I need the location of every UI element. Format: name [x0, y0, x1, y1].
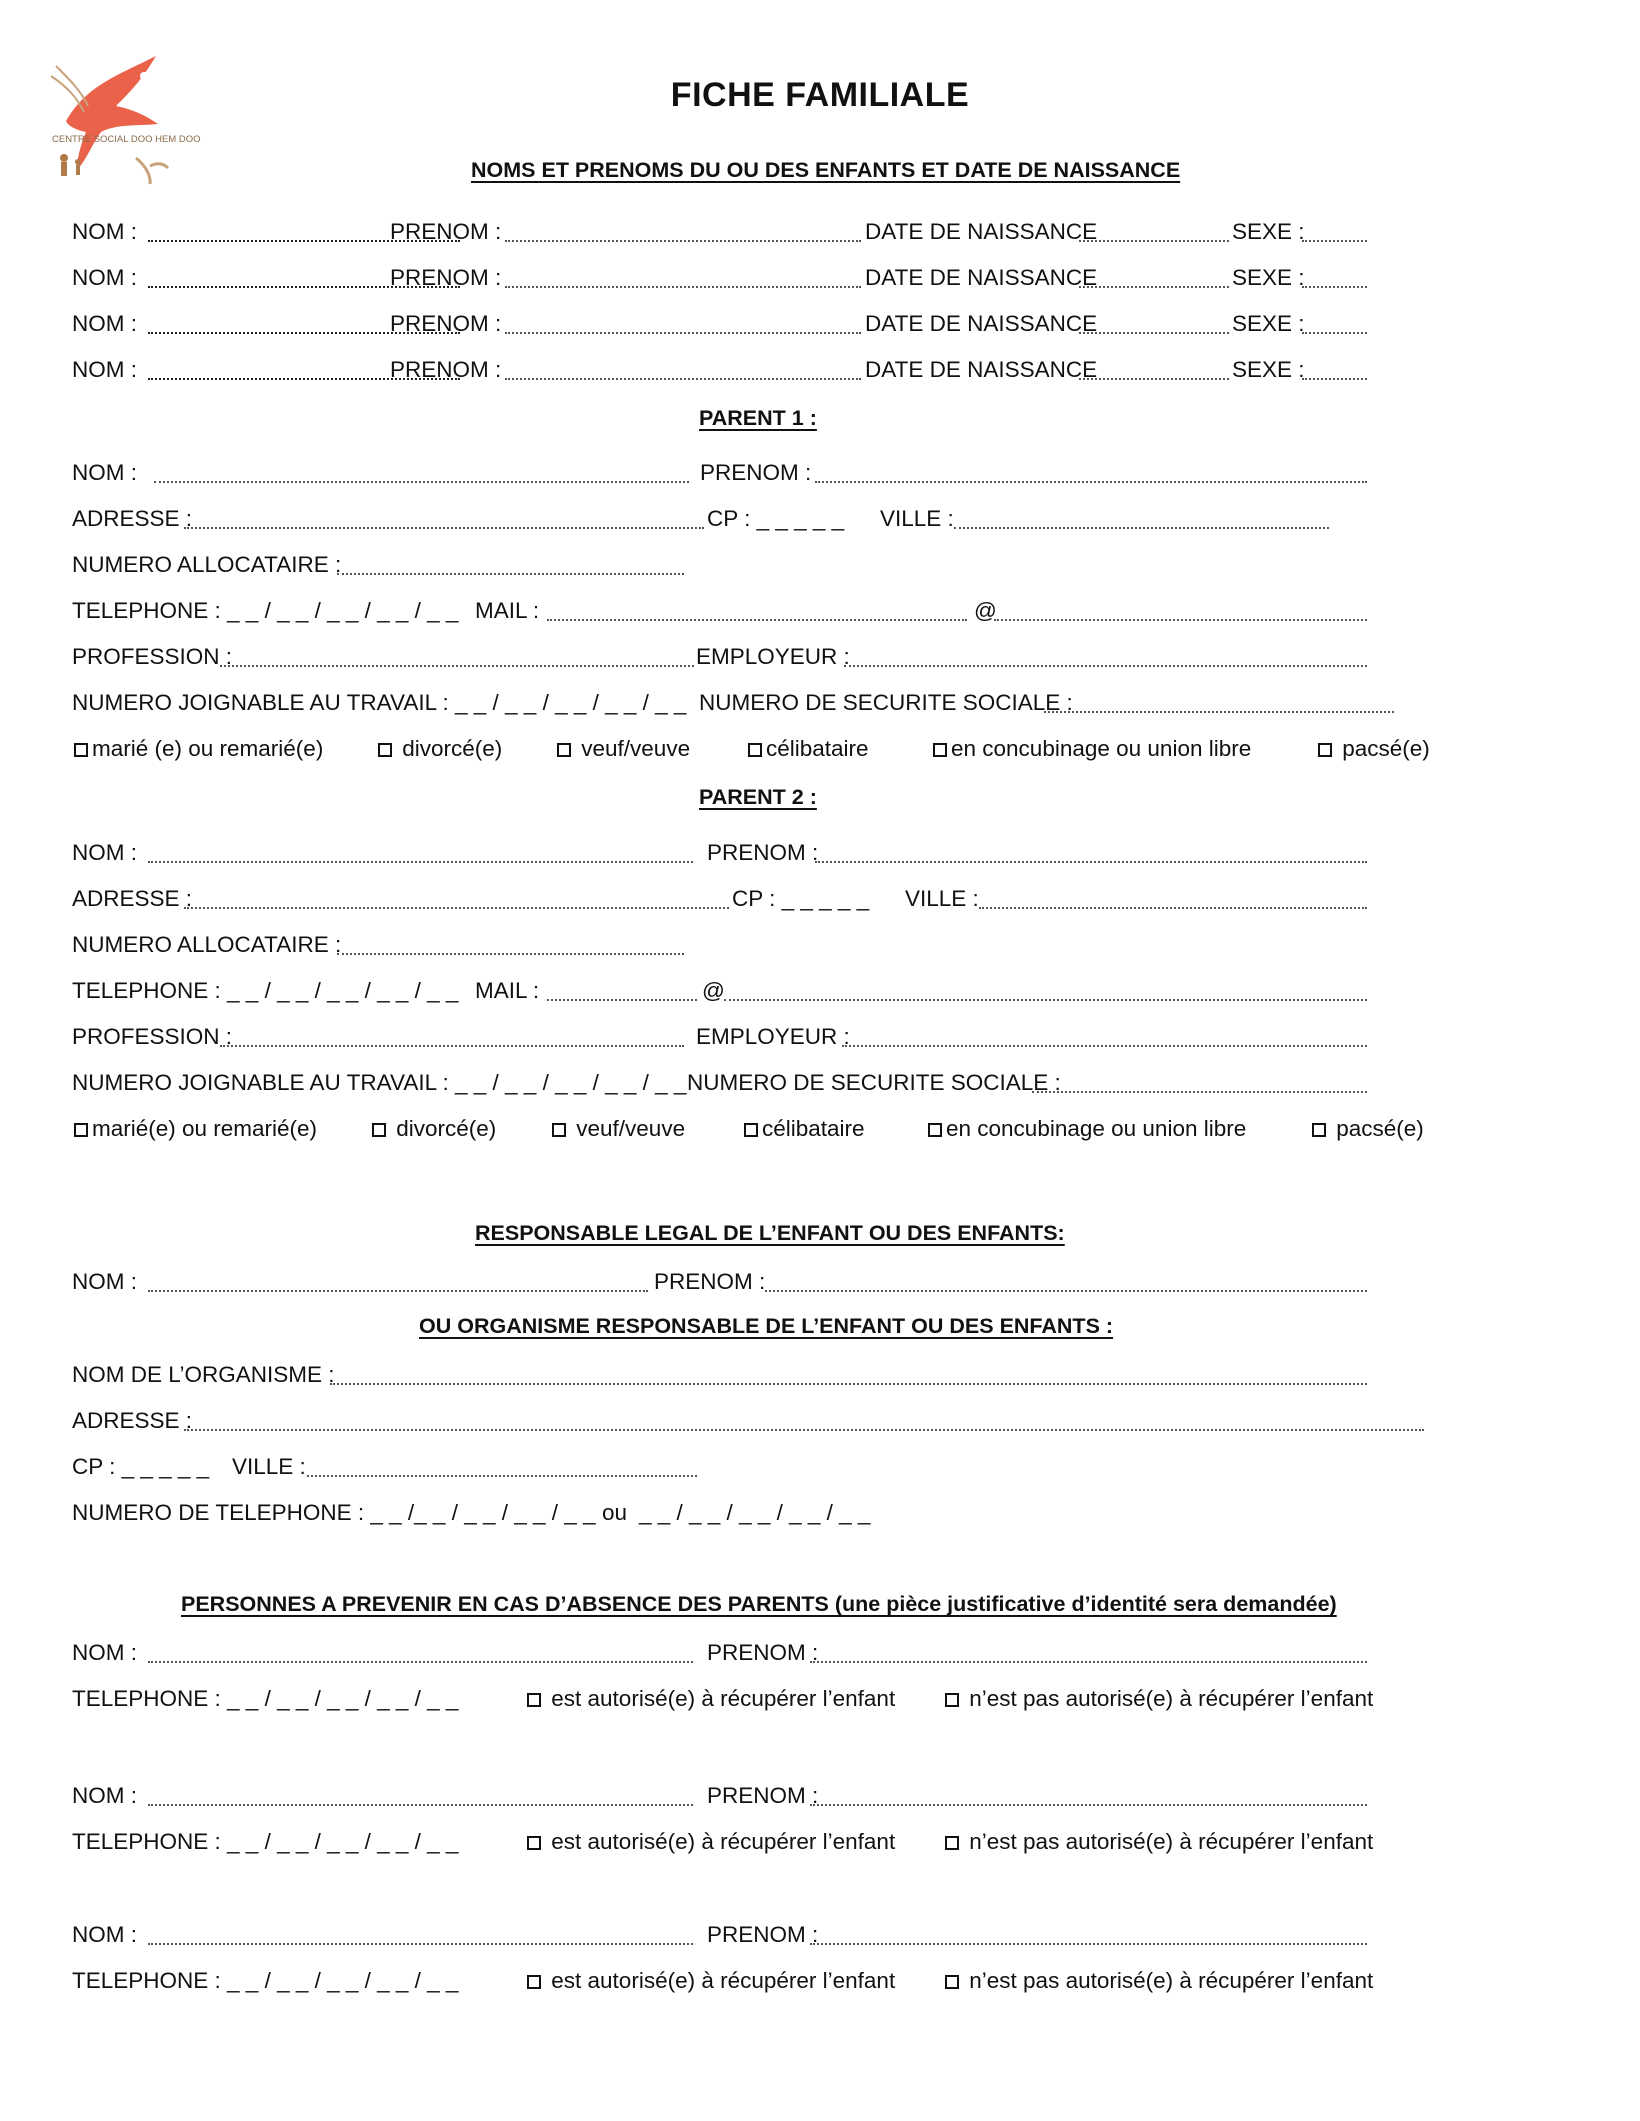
parent2-heading: PARENT 2 :: [699, 785, 817, 809]
child-prenom-field[interactable]: [505, 332, 861, 334]
parent2-ville-field[interactable]: [979, 907, 1367, 909]
checkbox-icon[interactable]: [527, 1693, 541, 1707]
not-authorized-checkbox[interactable]: [945, 1827, 1373, 1857]
parent1-prenom-field[interactable]: [815, 481, 1367, 483]
child-prenom-label: PRENOM :: [390, 357, 502, 382]
organism-cp-field[interactable]: CP : _ _ _ _ _: [72, 1454, 210, 1479]
checkbox-icon[interactable]: [74, 743, 88, 757]
status-label: célibataire: [766, 736, 869, 761]
parent2-secu-label: NUMERO DE SECURITE SOCIALE :: [687, 1070, 1061, 1095]
checkbox-icon[interactable]: [1312, 1123, 1326, 1137]
child-dob-label: DATE DE NAISSANCE: [865, 265, 1098, 290]
child-sexe-field[interactable]: [1302, 286, 1367, 288]
checkbox-icon[interactable]: [1318, 743, 1332, 757]
authorized-checkbox[interactable]: [527, 1684, 895, 1714]
parent1-telephone-field[interactable]: TELEPHONE : _ _ / _ _ / _ _ / _ _ / _ _: [72, 598, 459, 623]
contact-prenom-field[interactable]: [810, 1661, 1367, 1663]
parent2-adresse-field[interactable]: [184, 907, 729, 909]
legal-nom-field[interactable]: [148, 1290, 648, 1292]
parent2-allocataire-label: NUMERO ALLOCATAIRE :: [72, 932, 342, 957]
status-checkbox-marie[interactable]: [74, 734, 323, 764]
parent1-prenom-label: PRENOM :: [700, 460, 812, 485]
checkbox-icon[interactable]: [552, 1123, 566, 1137]
parent1-heading: PARENT 1 :: [699, 406, 817, 430]
parent1-secu-label: NUMERO DE SECURITE SOCIALE :: [699, 690, 1073, 715]
organism-telephone2-field[interactable]: _ _ / _ _ / _ _ / _ _ / _ _: [639, 1500, 871, 1525]
page-title: FICHE FAMILIALE: [670, 76, 970, 114]
status-checkbox-marie[interactable]: [74, 1114, 317, 1144]
child-prenom-label: PRENOM :: [390, 311, 502, 336]
child-nom-label: NOM :: [72, 219, 137, 244]
at-sign: @: [974, 598, 997, 623]
parent2-cp-field[interactable]: CP : _ _ _ _ _: [732, 886, 870, 911]
at-sign: @: [702, 978, 725, 1003]
contact-nom-field[interactable]: [148, 1943, 693, 1945]
parent2-mail-local-field[interactable]: [547, 999, 697, 1001]
child-dob-label: DATE DE NAISSANCE: [865, 311, 1098, 336]
contact-prenom-label: PRENOM :: [707, 1922, 819, 1947]
status-label: marié (e) ou remarié(e): [92, 736, 324, 761]
contacts-heading: PERSONNES A PREVENIR EN CAS D’ABSENCE DES PARENTS (une pièce justificative d’identité sera demandée): [181, 1592, 1337, 1616]
parent2-prenom-label: PRENOM :: [707, 840, 819, 865]
checkbox-icon[interactable]: [945, 1975, 959, 1989]
status-label: divorcé(e): [396, 1116, 497, 1141]
child-prenom-field[interactable]: [505, 240, 861, 242]
organism-nom-field[interactable]: [330, 1383, 1367, 1385]
checkbox-icon[interactable]: [945, 1693, 959, 1707]
contact-nom-label: NOM :: [72, 1922, 137, 1947]
status-checkbox-concubinage[interactable]: [933, 734, 1251, 764]
child-sexe-label: SEXE :: [1232, 265, 1305, 290]
status-checkbox-celibataire[interactable]: [744, 1114, 865, 1144]
parent1-mail-domain-field[interactable]: [994, 619, 1367, 621]
parent1-mail-local-field[interactable]: [547, 619, 967, 621]
authorized-checkbox[interactable]: [527, 1966, 895, 1996]
not-authorized-checkbox[interactable]: [945, 1684, 1373, 1714]
organism-nom-label: NOM DE L’ORGANISME :: [72, 1362, 335, 1387]
parent1-secu-field[interactable]: [1044, 711, 1394, 713]
child-sexe-label: SEXE :: [1232, 357, 1305, 382]
parent2-secu-field[interactable]: [1032, 1091, 1367, 1093]
status-label: en concubinage ou union libre: [951, 736, 1252, 761]
legal-nom-label: NOM :: [72, 1269, 137, 1294]
checkbox-icon[interactable]: [744, 1123, 758, 1137]
status-label: marié(e) ou remarié(e): [92, 1116, 318, 1141]
status-label: divorcé(e): [402, 736, 503, 761]
parent2-prenom-field[interactable]: [815, 861, 1367, 863]
parent2-employeur-label: EMPLOYEUR :: [696, 1024, 850, 1049]
child-nom-label: NOM :: [72, 311, 137, 336]
child-dob-field[interactable]: [1079, 378, 1229, 380]
not-authorized-label: n’est pas autorisé(e) à récupérer l’enfant: [969, 1829, 1374, 1854]
parent1-mail-label: MAIL :: [475, 598, 540, 623]
checkbox-icon[interactable]: [933, 743, 947, 757]
parent1-allocataire-label: NUMERO ALLOCATAIRE :: [72, 552, 342, 577]
child-dob-label: DATE DE NAISSANCE: [865, 219, 1098, 244]
child-nom-label: NOM :: [72, 265, 137, 290]
parent2-telephone-field[interactable]: TELEPHONE : _ _ / _ _ / _ _ / _ _ / _ _: [72, 978, 459, 1003]
authorized-checkbox[interactable]: [527, 1827, 895, 1857]
child-nom-label: NOM :: [72, 357, 137, 382]
checkbox-icon[interactable]: [372, 1123, 386, 1137]
parent2-ville-label: VILLE :: [905, 886, 979, 911]
contact-nom-field[interactable]: [148, 1661, 693, 1663]
child-prenom-field[interactable]: [505, 378, 861, 380]
parent1-profession-label: PROFESSION :: [72, 644, 233, 669]
child-sexe-field[interactable]: [1302, 332, 1367, 334]
parent2-profession-label: PROFESSION :: [72, 1024, 233, 1049]
authorized-label: est autorisé(e) à récupérer l’enfant: [551, 1968, 896, 1993]
status-label: pacsé(e): [1342, 736, 1430, 761]
authorized-label: est autorisé(e) à récupérer l’enfant: [551, 1829, 896, 1854]
legal-heading: RESPONSABLE LEGAL DE L’ENFANT OU DES ENFANTS:: [475, 1221, 1065, 1245]
status-checkbox-divorce[interactable]: [378, 734, 502, 764]
contact-nom-label: NOM :: [72, 1783, 137, 1808]
checkbox-icon[interactable]: [74, 1123, 88, 1137]
contact-prenom-field[interactable]: [810, 1943, 1367, 1945]
contact-prenom-label: PRENOM :: [707, 1640, 819, 1665]
checkbox-icon[interactable]: [945, 1836, 959, 1850]
checkbox-icon[interactable]: [378, 743, 392, 757]
organism-ville-field[interactable]: [307, 1475, 697, 1477]
parent1-work-phone-field[interactable]: NUMERO JOIGNABLE AU TRAVAIL : _ _ / _ _ / _ _ / _ _ / _ _: [72, 690, 687, 715]
parent1-employeur-label: EMPLOYEUR :: [696, 644, 850, 669]
parent2-nom-field[interactable]: [148, 861, 693, 863]
status-label: veuf/veuve: [581, 736, 691, 761]
checkbox-icon[interactable]: [928, 1123, 942, 1137]
parent1-adresse-label: ADRESSE :: [72, 506, 193, 531]
parent1-profession-field[interactable]: [220, 665, 694, 667]
child-prenom-field[interactable]: [505, 286, 861, 288]
status-checkbox-veuf[interactable]: [552, 1114, 685, 1144]
parent1-nom-field[interactable]: [154, 481, 689, 483]
status-checkbox-celibataire[interactable]: [748, 734, 869, 764]
authorized-label: est autorisé(e) à récupérer l’enfant: [551, 1686, 896, 1711]
children-heading: NOMS ET PRENOMS DU OU DES ENFANTS ET DATE DE NAISSANCE: [471, 158, 1181, 182]
parent2-mail-label: MAIL :: [475, 978, 540, 1003]
checkbox-icon[interactable]: [527, 1836, 541, 1850]
parent2-allocataire-field[interactable]: [337, 953, 684, 955]
child-sexe-label: SEXE :: [1232, 219, 1305, 244]
parent1-adresse-field[interactable]: [184, 527, 704, 529]
checkbox-icon[interactable]: [557, 743, 571, 757]
organism-heading: OU ORGANISME RESPONSABLE DE L’ENFANT OU DES ENFANTS :: [419, 1314, 1114, 1338]
parent1-ville-field[interactable]: [954, 527, 1329, 529]
status-checkbox-concubinage[interactable]: [928, 1114, 1246, 1144]
not-authorized-checkbox[interactable]: [945, 1966, 1373, 1996]
parent1-cp-field[interactable]: CP : _ _ _ _ _: [707, 506, 845, 531]
legal-prenom-label: PRENOM :: [654, 1269, 766, 1294]
parent2-nom-label: NOM :: [72, 840, 137, 865]
status-checkbox-veuf[interactable]: [557, 734, 690, 764]
parent1-allocataire-field[interactable]: [337, 573, 684, 575]
parent2-work-phone-field[interactable]: NUMERO JOIGNABLE AU TRAVAIL : _ _ / _ _ / _ _ / _ _ / _ _: [72, 1070, 687, 1095]
status-checkbox-pacse[interactable]: [1318, 734, 1430, 764]
not-authorized-label: n’est pas autorisé(e) à récupérer l’enfant: [969, 1968, 1374, 1993]
centre-social-logo: [46, 46, 201, 186]
child-sexe-label: SEXE :: [1232, 311, 1305, 336]
organism-ville-label: VILLE :: [232, 1454, 306, 1479]
people-icon: [60, 154, 168, 184]
status-label: en concubinage ou union libre: [946, 1116, 1247, 1141]
child-sexe-field[interactable]: [1302, 378, 1367, 380]
checkbox-icon[interactable]: [748, 743, 762, 757]
child-dob-field[interactable]: [1079, 332, 1229, 334]
checkbox-icon[interactable]: [527, 1975, 541, 1989]
child-dob-field[interactable]: [1079, 240, 1229, 242]
parent2-mail-domain-field[interactable]: [724, 999, 1367, 1001]
child-dob-field[interactable]: [1079, 286, 1229, 288]
contact-nom-label: NOM :: [72, 1640, 137, 1665]
parent1-employeur-field[interactable]: [844, 665, 1367, 667]
contact-prenom-label: PRENOM :: [707, 1783, 819, 1808]
child-prenom-label: PRENOM :: [390, 219, 502, 244]
contact-telephone-field[interactable]: TELEPHONE : _ _ / _ _ / _ _ / _ _ / _ _: [72, 1686, 459, 1711]
child-dob-label: DATE DE NAISSANCE: [865, 357, 1098, 382]
status-label: célibataire: [762, 1116, 865, 1141]
not-authorized-label: n’est pas autorisé(e) à récupérer l’enfant: [969, 1686, 1374, 1711]
contact-telephone-field[interactable]: TELEPHONE : _ _ / _ _ / _ _ / _ _ / _ _: [72, 1968, 459, 1993]
parent2-employeur-field[interactable]: [842, 1045, 1367, 1047]
parent1-ville-label: VILLE :: [880, 506, 954, 531]
status-checkbox-pacse[interactable]: [1312, 1114, 1424, 1144]
organism-telephone-field[interactable]: NUMERO DE TELEPHONE : _ _ /_ _ / _ _ / _ _ / _ _: [72, 1500, 596, 1525]
logo-text: CENTRE SOCIAL DOO HEM DOO: [52, 134, 201, 145]
contact-telephone-field[interactable]: TELEPHONE : _ _ / _ _ / _ _ / _ _ / _ _: [72, 1829, 459, 1854]
child-sexe-field[interactable]: [1302, 240, 1367, 242]
status-label: pacsé(e): [1336, 1116, 1424, 1141]
status-label: veuf/veuve: [576, 1116, 686, 1141]
status-checkbox-divorce[interactable]: [372, 1114, 496, 1144]
parent2-adresse-label: ADRESSE :: [72, 886, 193, 911]
legal-prenom-field[interactable]: [765, 1290, 1367, 1292]
child-prenom-label: PRENOM :: [390, 265, 502, 290]
parent1-nom-label: NOM :: [72, 460, 137, 485]
contact-nom-field[interactable]: [148, 1804, 693, 1806]
parent2-profession-field[interactable]: [220, 1045, 684, 1047]
contact-prenom-field[interactable]: [810, 1804, 1367, 1806]
organism-adresse-field[interactable]: [184, 1429, 1424, 1431]
or-label: ou: [602, 1500, 628, 1525]
organism-adresse-label: ADRESSE :: [72, 1408, 193, 1433]
